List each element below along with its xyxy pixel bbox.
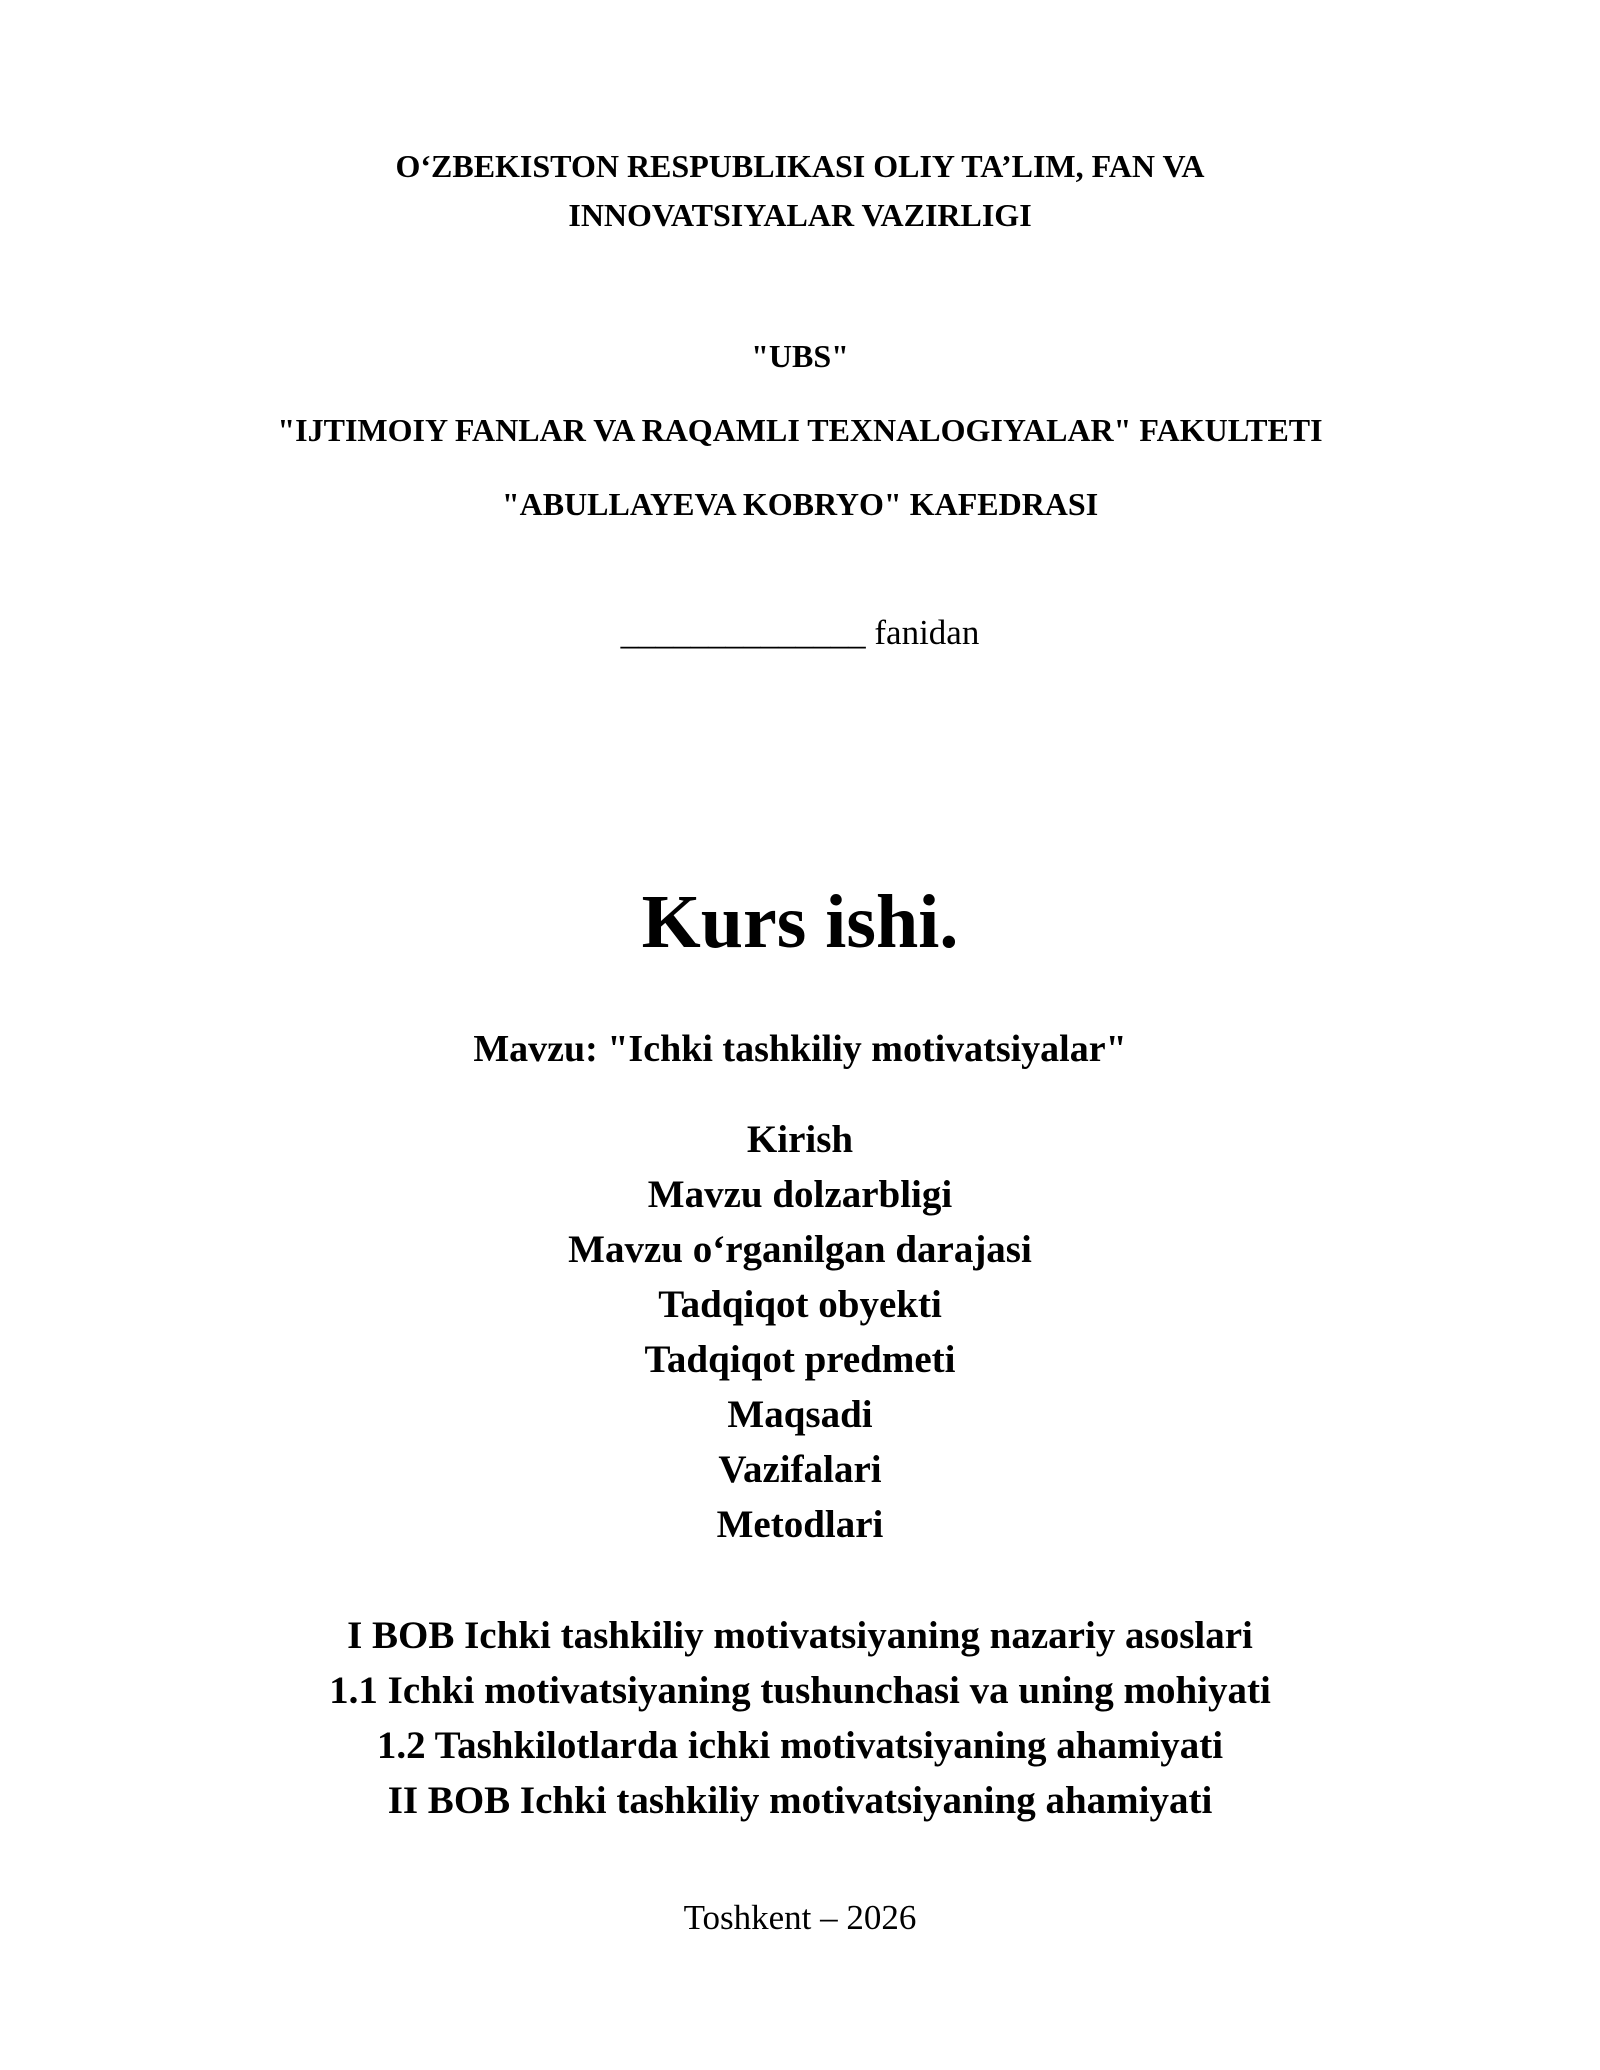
faculty-name: "IJTIMOIY FANLAR VA RAQAMLI TEXNALOGIYALAR" FAKULTETI (277, 412, 1323, 448)
chapter-item: II BOB Ichki tashkiliy motivatsiyaning ahamiyati (387, 1779, 1213, 1822)
intro-item: Tadqiqot predmeti (644, 1338, 956, 1381)
intro-item: Vazifalari (718, 1448, 882, 1491)
document-title: Kurs ishi. (641, 880, 959, 964)
chapter-item: 1.2 Tashkilotlarda ichki motivatsiyaning ahamiyati (376, 1724, 1224, 1767)
topic-line: Mavzu: "Ichki tashkiliy motivatsiyalar" (473, 1028, 1127, 1070)
intro-item: Tadqiqot obyekti (658, 1283, 942, 1326)
intro-item: Metodlari (716, 1503, 884, 1546)
institution-name: "UBS" (751, 338, 849, 374)
chapter-item: I BOB Ichki tashkiliy motivatsiyaning nazariy asoslari (347, 1614, 1253, 1657)
department-name: "ABULLAYEVA KOBRYO" KAFEDRASI (501, 486, 1099, 522)
intro-item: Mavzu dolzarbligi (647, 1173, 953, 1216)
intro-item: Mavzu o‘rganilgan darajasi (568, 1228, 1032, 1271)
ministry-line-2: INNOVATSIYALAR VAZIRLIGI (568, 197, 1032, 233)
subject-line: ______________ fanidan (620, 613, 980, 652)
intro-item: Kirish (746, 1118, 854, 1161)
city-year-footer: Toshkent – 2026 (683, 1898, 917, 1937)
intro-item: Maqsadi (727, 1393, 873, 1436)
chapter-item: 1.1 Ichki motivatsiyaning tushunchasi va uning mohiyati (329, 1669, 1271, 1712)
ministry-line-1: O‘ZBEKISTON RESPUBLIKASI OLIY TA’LIM, FAN VA (395, 148, 1205, 184)
